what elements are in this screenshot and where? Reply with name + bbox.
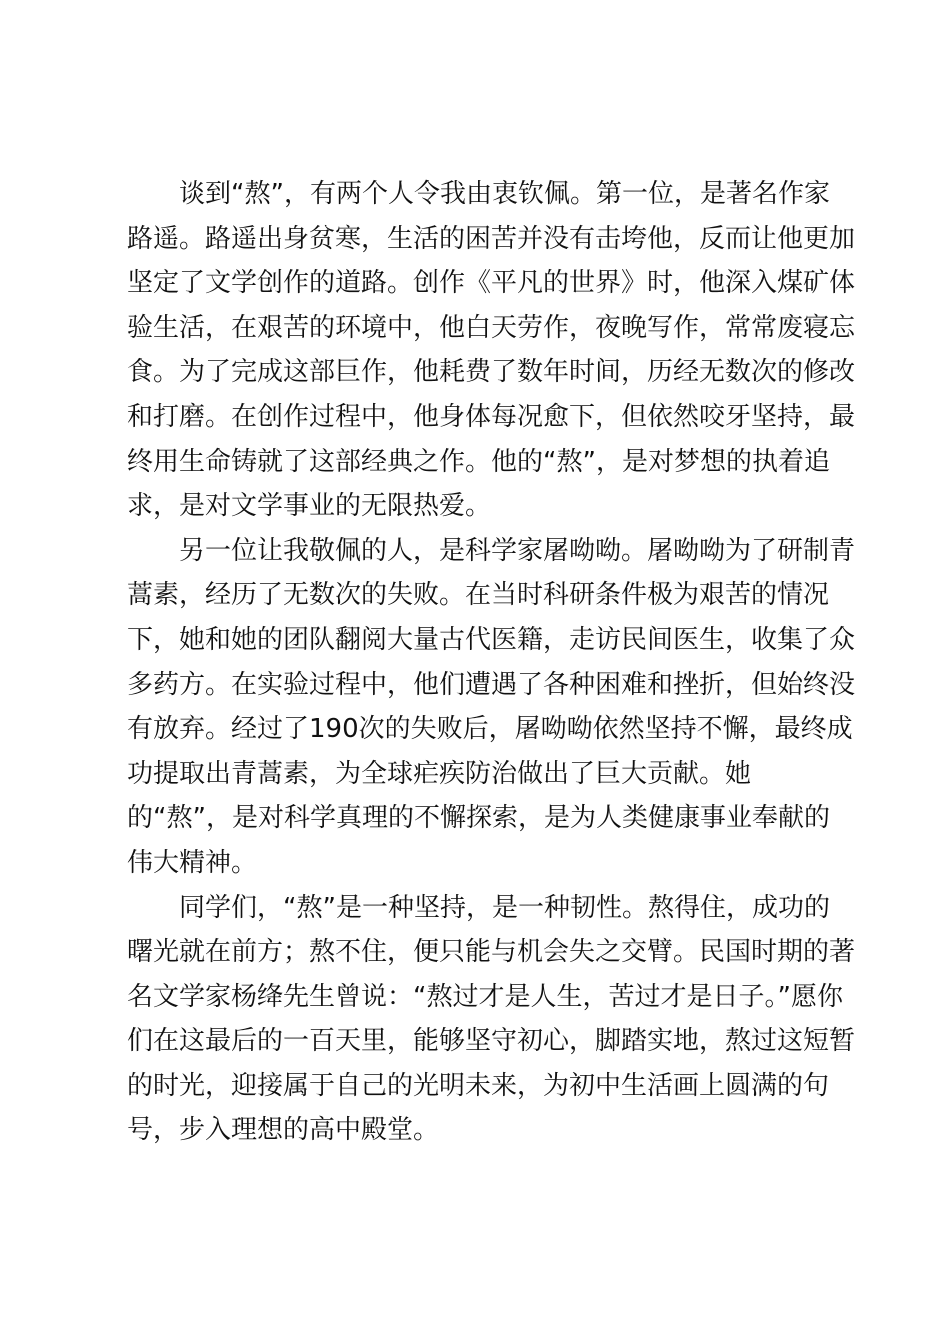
document-body	[127, 172, 855, 1153]
paragraph-tuyouyou: 另一位让我敬佩的人，是科学家屠呦呦。屠呦呦为了研制青蒿素，经历了无数次的失败。在当时科研条件极为艰苦的情况下，她和她的团队翻阅大量古代医籍，走访民间医生，收集了众多药方。在实验过程中，他们遭遇了各种困难和挫折，但始终没有放弃。经过了190次的失败后，屠呦呦依然坚持不懈，最终成功提取出青蒿素，为全球疟疾防治做出了巨大贡献。她的“熬”，是对科学真理的不懈探索，是为人类健康事业奉献的伟大精神。	[127, 535, 856, 878]
paragraph-conclusion: 同学们，“熬”是一种坚持，是一种韧性。熬得住，成功的曙光就在前方；熬不住，便只能与机会失之交臂。民国时期的著名文学家杨绛先生曾说：“熬过才是人生，苦过才是日子。”愿你们在这最后的一百天里，能够坚守初心，脚踏实地，熬过这短暂的时光，迎接属于自己的光明未来，为初中生活画上圆满的句号，步入理想的高中殿堂。	[127, 892, 856, 1146]
paragraph-luyao: 谈到“熬”，有两个人令我由衷钦佩。第一位，是著名作家路遥。路遥出身贫寒，生活的困苦并没有击垮他，反而让他更加坚定了文学创作的道路。创作《平凡的世界》时，他深入煤矿体验生活，在艰苦的环境中，他白天劳作，夜晚写作，常常废寝忘食。为了完成这部巨作，他耗费了数年时间，历经无数次的修改和打磨。在创作过程中，他身体每况愈下，但依然咬牙坚持，最终用生命铸就了这部经典之作。他的“熬”，是对梦想的执着追求，是对文学事业的无限热爱。	[127, 179, 856, 522]
